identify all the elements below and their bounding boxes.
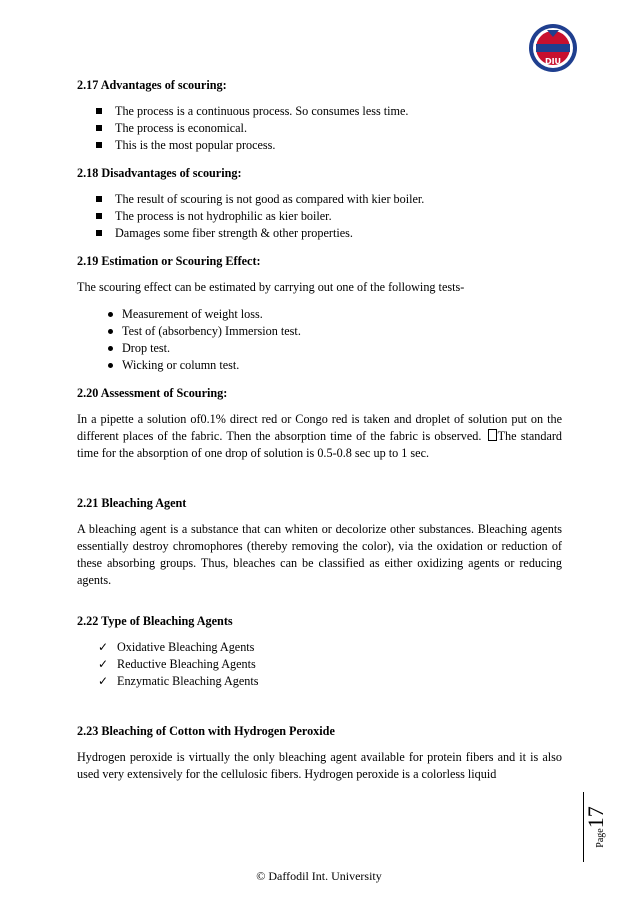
scouring-intro: The scouring effect can be estimated by carrying out one of the following tests- (77, 280, 465, 294)
tests-list (77, 306, 562, 374)
heading-2-20: 2.20 Assessment of Scouring: (77, 386, 228, 400)
missing-glyph-box (488, 429, 497, 441)
heading-2-18: 2.18 Disadvantages of scouring: (77, 166, 242, 180)
page-number (583, 792, 614, 862)
check-icon: ✓ (98, 640, 109, 654)
heading-2-22: 2.22 Type of Bleaching Agents (77, 614, 233, 628)
footer-copyright: © Daffodil Int. University (256, 869, 382, 883)
logo-text: DIU (544, 57, 562, 66)
list-item: The process is not hydrophilic as kier boiler. (77, 208, 562, 225)
page-label: Page (595, 828, 606, 848)
list-item: This is the most popular process. (77, 137, 562, 154)
diu-logo (527, 22, 579, 74)
list-item: Test of (absorbency) Immersion test. (77, 323, 562, 340)
page-number-value: 17 (583, 806, 608, 829)
list-item: Drop test. (77, 340, 562, 357)
assessment-text-a: In a pipette a solution of0.1% direct red or Congo red is taken and droplet of solution put on the different places of the fabric. Then the absorption time of the fabric is observed. (77, 412, 562, 443)
heading-2-23: 2.23 Bleaching of Cotton with Hydrogen Peroxide (77, 724, 335, 738)
list-item: The process is a continuous process. So consumes less time. (77, 103, 562, 120)
heading-2-17: 2.17 Advantages of scouring: (77, 78, 227, 92)
heading-2-19: 2.19 Estimation or Scouring Effect: (77, 254, 261, 268)
list-item: ✓ Oxidative Bleaching Agents (98, 640, 255, 654)
list-item: ✓ Reductive Bleaching Agents (98, 657, 256, 671)
list-item: The process is economical. (77, 120, 562, 137)
bleaching-types-list (77, 639, 562, 690)
bleaching-agent-paragraph: A bleaching agent is a substance that can whiten or decolorize other substances. Bleaching agents essentially destroy chromophores (thereby removing the color), via the oxidation or reduction of these absorbing groups. Thus, bleaches can be classified as either oxidizing agents or reducing agents. (77, 522, 562, 587)
page-content (77, 77, 562, 783)
list-item: The result of scouring is not good as compared with kier boiler. (77, 191, 562, 208)
assessment-text-b: The standard time for the absorption of one drop of solution is 0.5-0.8 sec up to 1 sec. (77, 429, 563, 460)
heading-2-21: 2.21 Bleaching Agent (77, 496, 187, 510)
check-icon: ✓ (98, 674, 109, 688)
assessment-paragraph (77, 411, 562, 462)
advantages-list (77, 103, 562, 154)
list-item: Damages some fiber strength & other properties. (77, 225, 562, 242)
disadvantages-list (77, 191, 562, 242)
check-icon: ✓ (98, 657, 109, 671)
list-item: Wicking or column test. (77, 357, 562, 374)
hydrogen-peroxide-paragraph: Hydrogen peroxide is virtually the only bleaching agent available for protein fibers and it is also used very extensively for the cellulosic fibers. Hydrogen peroxide is a colorless liquid (77, 750, 562, 781)
list-item: Measurement of weight loss. (77, 306, 562, 323)
list-item: ✓ Enzymatic Bleaching Agents (98, 674, 259, 688)
